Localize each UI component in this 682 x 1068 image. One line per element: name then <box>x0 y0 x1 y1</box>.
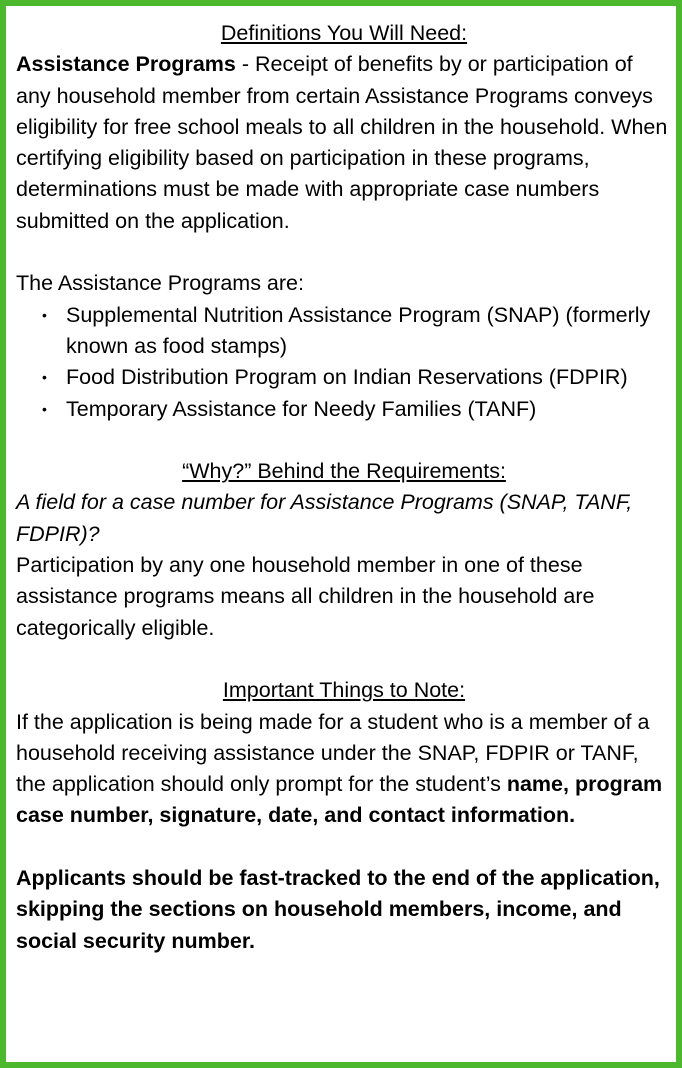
programs-list <box>16 300 672 425</box>
why-heading: “Why?” Behind the Requirements: <box>182 459 506 484</box>
spacer <box>16 832 672 863</box>
list-item <box>16 394 672 425</box>
definitions-heading: Definitions You Will Need: <box>220 21 468 45</box>
program-snap: Supplemental Nutrition Assistance Program (SNAP) (formerly known as food stamps) <box>66 302 651 358</box>
bullet-icon: • <box>42 400 47 417</box>
bullet-icon: • <box>42 306 47 323</box>
spacer <box>16 425 672 456</box>
notes-heading: Important Things to Note: <box>222 678 466 703</box>
document-body <box>16 18 672 957</box>
notes-required-fields: name, program case number, signature, date, and contact information. <box>16 772 663 828</box>
spacer <box>16 237 672 268</box>
notes-text <box>16 707 672 832</box>
assistance-programs-definition <box>16 49 672 237</box>
program-fdpir: Food Distribution Program on Indian Reservations (FDPIR) <box>66 365 628 390</box>
notes-text-start: If the application is being made for a student who is a member of a household receiving assistance under the SNAP, FDPIR or TANF, the application should only prompt for the student’s <box>16 709 650 797</box>
definition-term: Assistance Programs <box>16 52 236 77</box>
list-item <box>16 362 672 393</box>
program-tanf: Temporary Assistance for Needy Families (TANF) <box>66 396 537 421</box>
why-question: A field for a case number for Assistance Programs (SNAP, TANF, FDPIR)? <box>16 490 633 546</box>
fast-track-note: Applicants should be fast-tracked to the end of the application, skipping the sections on household members, income, and social security number. <box>16 866 660 953</box>
list-item <box>16 300 672 363</box>
why-answer: Participation by any one household member in one of these assistance programs means all children in the household are categorically eligible. <box>16 553 595 640</box>
bullet-icon: • <box>42 369 47 386</box>
spacer <box>16 644 672 675</box>
programs-intro: The Assistance Programs are: <box>16 271 304 296</box>
definition-text: - Receipt of benefits by or participation of any household member from certain Assistance Programs conveys eligibility for free school meals to all children in the household. When certifying eligibility based on participation in these programs, determinations must be made with appropriate case numbers submitted on the application. <box>16 52 668 233</box>
